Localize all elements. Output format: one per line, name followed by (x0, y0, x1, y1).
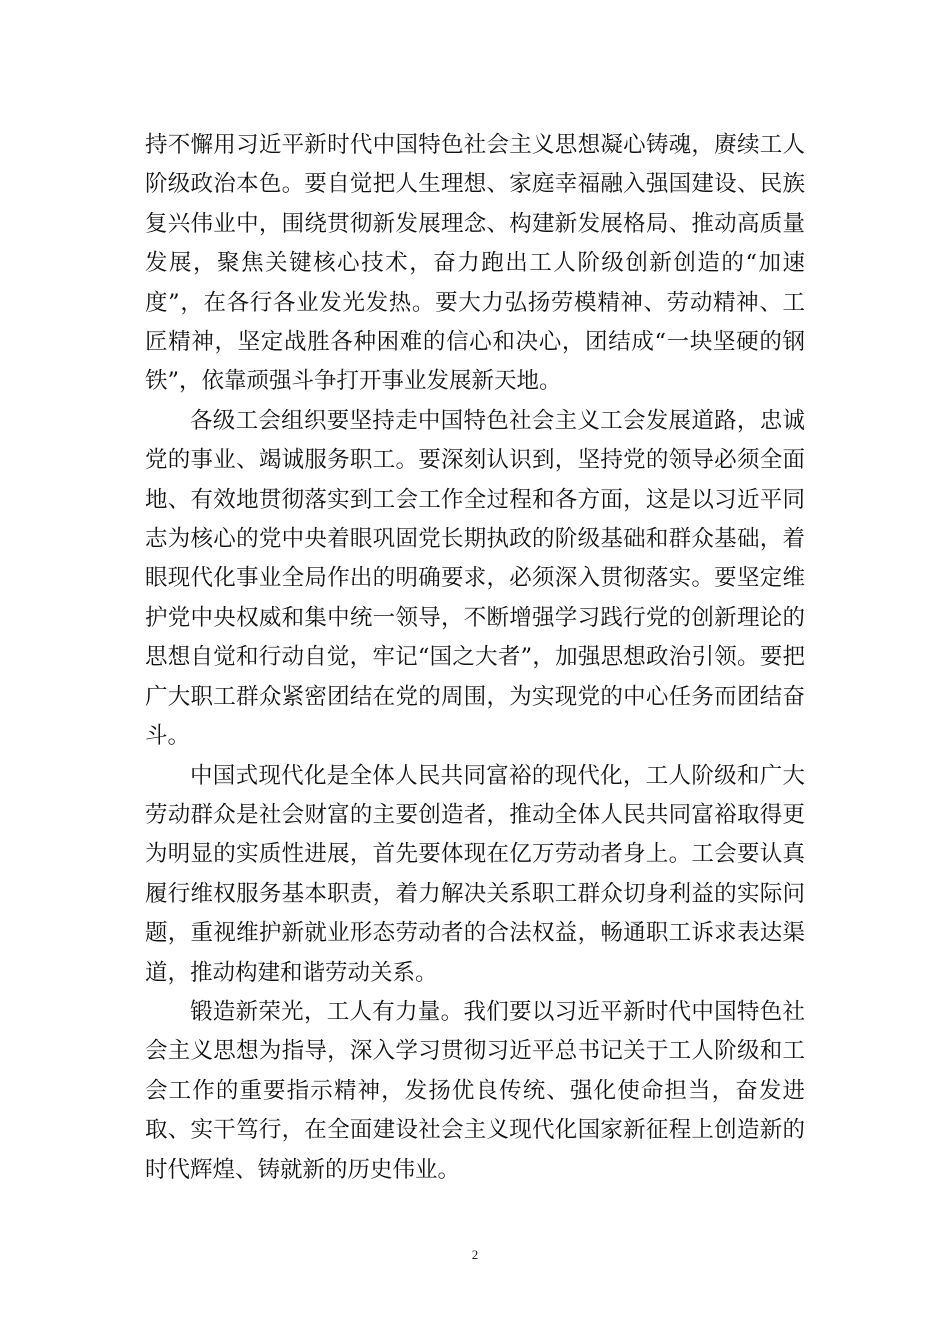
paragraph-trade-unions: 各级工会组织要坚持走中国特色社会主义工会发展道路，忠诚党的事业、竭诚服务职工。要深刻认识到，坚持党的领导必须全面地、有效地贯彻落实到工会工作全过程和各方面，这是以习近平同志为核心的党中央着眼巩固党长期执政的阶级基础和群众基础，着眼现代化事业全局作出的明确要求，必须深入贯彻落实。要坚定维护党中央权威和集中统一领导，不断增强学习践行党的创新理论的思想自觉和行动自觉，牢记“国之大者”，加强思想政治引领。要把广大职工群众紧密团结在党的周围，为实现党的中心任务而团结奋斗。 (145, 407, 805, 750)
paragraph-continued: 持不懈用习近平新时代中国特色社会主义思想凝心铸魂，赓续工人阶级政治本色。要自觉把人生理想、家庭幸福融入强国建设、民族复兴伟业中，围绕贯彻新发展理念、构建新发展格局、推动高质量发展，聚焦关键核心技术，奋力跑出工人阶级创新创造的“加速度”，在各行各业发光发热。要大力弘扬劳模精神、劳动精神、工匠精神，坚定战胜各种困难的信心和决心，团结成“一块坚硬的钢铁”，依靠顽强斗争打开事业发展新天地。 (145, 132, 805, 395)
paragraph-conclusion: 锻造新荣光，工人有力量。我们要以习近平新时代中国特色社会主义思想为指导，深入学习贯彻习近平总书记关于工人阶级和工会工作的重要指示精神，发扬优良传统、强化使命担当，奋发进取、实干笃行，在全面建设社会主义现代化国家新征程上创造新的时代辉煌、铸就新的历史伟业。 (145, 998, 805, 1183)
page-number: 2 (471, 1247, 479, 1262)
paragraph-common-prosperity: 中国式现代化是全体人民共同富裕的现代化，工人阶级和广大劳动群众是社会财富的主要创造者，推动全体人民共同富裕取得更为明显的实质性进展，首先要体现在亿万劳动者身上。工会要认真履行维权服务基本职责，着力解决关系职工群众切身利益的实际问题，重视维护新就业形态劳动者的合法权益，畅通职工诉求表达渠道，推动构建和谐劳动关系。 (145, 762, 805, 986)
document-body (145, 126, 805, 1190)
